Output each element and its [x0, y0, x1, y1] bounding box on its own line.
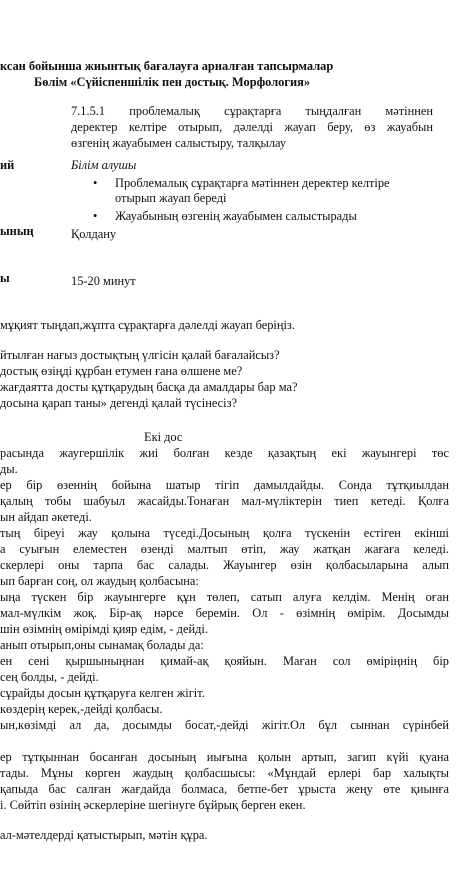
- story-line-14: ен сені қыршыныңнан қимай-ақ қояйын. Маған сол өміріңнің бір: [0, 654, 449, 668]
- time-value: 15-20 минут: [71, 274, 136, 288]
- question-1: йтылған нағыз достықтың үлгісін қалай бағалайсыз?: [0, 348, 280, 362]
- question-2: достық өзіңді құрбан етумен ғана өлшене ме?: [0, 364, 243, 378]
- story-line-4: қалың тобы шабуыл жасайды.Тонаған мал-мүліктерін тиеп кетеді. Қолға: [0, 494, 449, 508]
- row-label-time: ы: [0, 271, 10, 285]
- objective-line-2: деректер келтіре отырып, дәлелді жауап беру, өз жауабын: [71, 120, 433, 134]
- story-line-18: ын,көзімді ал да, досымды босат,-дейді жігіт.Ол бұл сыннан сүрінбей: [0, 718, 449, 732]
- level-value: Қолдану: [71, 227, 117, 241]
- story-line-17: көздерің керек,-дейді қолбасы.: [0, 702, 163, 716]
- story-line-21: қапыда бас салған жағдайда болмаса, бетпе-бет ұрыста жеңу өте қиынға: [0, 782, 449, 796]
- story-line-13: анып отырып,оны сынамақ болады да:: [0, 638, 204, 652]
- row-label-level: ының: [0, 224, 34, 238]
- story-line-1: расында жаугершілік жиі болған кезде қазақтың екі жауынгері төс: [0, 446, 449, 460]
- doc-title-line-1: ксан бойынша жиынтық бағалауға арналған тапсырмалар: [0, 59, 334, 73]
- story-line-20: тады. Мұны көрген жаудың қолбасшысы: «Мұндай ерлері бар халықты: [0, 766, 449, 780]
- story-line-19: ер тұтқыннан босанған досының иығына қолын артып, загип күйі қуана: [0, 750, 449, 764]
- objective-line-3: өзгенің жауабымен салыстыру, талқылау: [71, 136, 287, 150]
- criteria-heading: Білім алушы: [71, 158, 137, 172]
- task-instruction: мұқият тыңдап,жұпта сұрақтарға дәлелді жауап беріңіз.: [0, 318, 295, 332]
- story-line-2: ды.: [0, 462, 18, 476]
- story-line-5: ын айдап әкетеді.: [0, 510, 92, 524]
- story-line-15: сең болды, - дейді.: [0, 670, 99, 684]
- row-label-criteria: ий: [0, 158, 15, 172]
- story-line-9: ып барған соң, ол жаудың қолбасына:: [0, 574, 199, 588]
- objective-line-1: 7.1.5.1 проблемалық сұрақтарға тыңдалған мәтіннен: [71, 104, 433, 118]
- story-line-6: тың біреуі жау қолына түседі.Досының қолға түскенін естіген екінші: [0, 526, 449, 540]
- question-4: досына қарап таны» дегенді қалай түсінесіз?: [0, 396, 238, 410]
- final-task: ал-мәтелдерді қатыстырып, мәтін құра.: [0, 828, 208, 842]
- story-line-3: ер бір өзеннің бойына шатыр тігіп дамылдайды. Сонда тұтқиылдан: [0, 478, 449, 492]
- story-line-11: мал-мүлкім жоқ. Бір-ақ нәрсе беремін. Ол - өзімнің өмірім. Досымды: [0, 606, 449, 620]
- criteria-item-1-line-1: • Проблемалық сұрақтарға мәтіннен деректер келтіре: [115, 176, 390, 191]
- story-line-12: шін өзімнің өмірімді қияр едім, - дейді.: [0, 622, 208, 636]
- story-line-8: скерлері оны тарпа бас салады. Жауынгер өзін қолбасыларына алып: [0, 558, 449, 572]
- story-title: Екі дос: [144, 430, 183, 444]
- story-line-10: ыңа түскен бір жауынгерге құн төлеп, сатып алуға келдім. Менің оған: [0, 590, 449, 604]
- doc-title-line-2: Бөлім «Сүйіспеншілік пен достық. Морфология»: [34, 75, 311, 89]
- criteria-item-2: • Жауабының өзгенің жауабымен салыстырады: [115, 209, 357, 224]
- criteria-item-1-line-2: отырып жауап береді: [115, 191, 227, 205]
- question-3: жағдаятта досты құтқарудың басқа да амалдары бар ма?: [0, 380, 298, 394]
- story-line-7: а суығын елеместен өзенді малтып өтіп, жау жатқан жағаға келеді.: [0, 542, 449, 556]
- story-line-22: і. Сөйтіп өзінің әскерлеріне шегінуге бұйрық берген екен.: [0, 798, 306, 812]
- story-line-16: сұрайды досын құтқаруға келген жігіт.: [0, 686, 205, 700]
